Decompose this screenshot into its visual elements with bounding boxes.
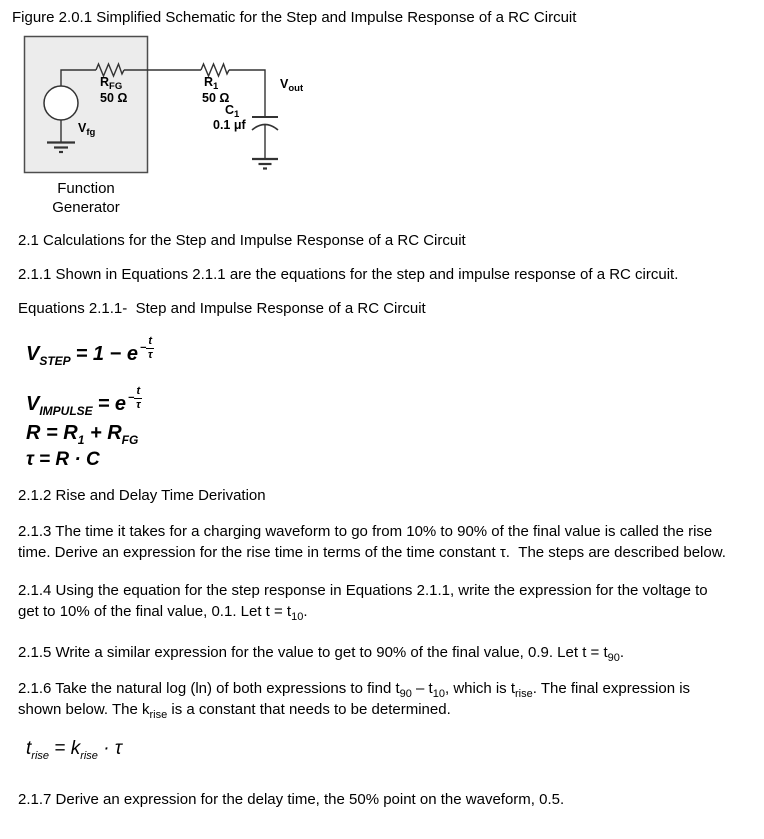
plus-sign: + — [89, 422, 102, 444]
figure-title: Figure 2.0.1 Simplified Schematic for the Step and Impulse Response of a RC Circuit — [12, 9, 577, 26]
section-2-1-5-text: 2.1.5 Write a similar expression for the value to get to 90% of the final value, 0.9. Let $t = t_{90}$. — [18, 644, 625, 664]
section-2-1-1-text: 2.1.1 Shown in Equations 2.1.1 are the equations for the step and impulse response of a RC circuit. — [18, 266, 679, 283]
fraction-numerator: t — [148, 334, 153, 347]
fraction-numerator: t — [136, 384, 141, 397]
exponent-fraction — [146, 336, 154, 361]
trise-var-sub: rise — [31, 749, 50, 762]
label-vout: $V_{out}$ — [280, 77, 304, 94]
ground-symbol-capacitor — [252, 159, 278, 169]
circuit-schematic — [0, 34, 764, 219]
exponent-sign: − — [139, 342, 147, 354]
exponent-fraction — [134, 386, 142, 411]
section-2-1-2-heading: 2.1.2 Rise and Delay Time Derivation — [18, 487, 266, 504]
equals-sign: = — [54, 738, 66, 759]
vstep-exponent — [139, 334, 154, 361]
equation-vimpulse — [26, 375, 764, 417]
section-2-1-7-text: 2.1.7 Derive an expression for the delay time, the 50% point on the waveform, 0.5. — [18, 791, 565, 808]
tau-var: τ — [114, 738, 122, 759]
label-rfg: $R_{FG}$ — [100, 75, 123, 92]
krise-var-sub: rise — [80, 749, 98, 762]
section-2-1-4-text: 2.1.4 Using the equation for the step response in Equations 2.1.1, write the expression for the voltage to get to 10% of the final value, 0.1. Let $t = t_{10}$. — [18, 582, 708, 623]
label-vfg: $V_{fg}$ — [78, 121, 96, 138]
label-c1: $C_1$ — [225, 103, 240, 120]
exponent-sign: − — [128, 392, 135, 404]
rfg-term-sub: FG — [121, 433, 139, 447]
voltage-source-symbol — [44, 86, 78, 120]
fraction-denominator: τ — [147, 348, 153, 361]
section-2-1-6-text: 2.1.6 Take the natural log (ln) of both expressions to find $t_{90} - t_{10}$, which is $t_{rise}$. The final expression is shown below. The $k_{rise}$ is a constant that needs to be determined. — [18, 680, 691, 721]
section-2-1-heading: 2.1 Calculations for the Step and Impulse Response of a RC Circuit — [18, 232, 466, 249]
label-rfg-value: 50 Ω — [100, 91, 128, 105]
vstep-sub: STEP — [39, 354, 71, 368]
label-r1-value: 50 Ω — [202, 91, 230, 105]
vimpulse-sub: IMPULSE — [39, 404, 93, 418]
equation-vstep — [26, 325, 764, 367]
equations-block — [26, 325, 764, 473]
figure-caption-line2: Generator — [52, 199, 120, 216]
label-c1-value: 0.1 μf — [213, 118, 246, 132]
vimpulse-var: V — [26, 393, 40, 415]
section-2-1-3-text: 2.1.3 The time it takes for a charging waveform to go from 10% to 90% of the final value is called the rise time. Derive an expression for the rise time in terms of the time constant τ. The steps are described below. — [18, 523, 726, 561]
equations-2-1-1-header: Equations 2.1.1- Step and Impulse Response of a RC Circuit — [18, 300, 426, 317]
fraction-denominator: τ — [136, 398, 141, 411]
trise-var: t — [26, 738, 32, 759]
resistance-lhs: R — [26, 422, 41, 444]
rfg-term: R — [107, 422, 122, 444]
figure-caption-line1: Function — [57, 180, 115, 197]
label-r1: $R_1$ — [204, 75, 219, 92]
r1-term-sub: 1 — [77, 433, 85, 447]
equation-trise — [26, 736, 764, 762]
multiply-dot: · — [103, 738, 110, 759]
vimpulse-rhs: = e — [97, 393, 127, 415]
vstep-rhs: = 1 − e — [75, 343, 138, 365]
function-generator-box — [25, 37, 148, 173]
vstep-var: V — [26, 343, 40, 365]
equals-sign: = — [46, 422, 58, 444]
equation-tau: τ = R · C — [26, 449, 100, 470]
krise-var: k — [70, 738, 81, 759]
r1-term: R — [63, 422, 78, 444]
vimpulse-exponent — [128, 384, 142, 411]
equation-resistance — [26, 419, 764, 447]
